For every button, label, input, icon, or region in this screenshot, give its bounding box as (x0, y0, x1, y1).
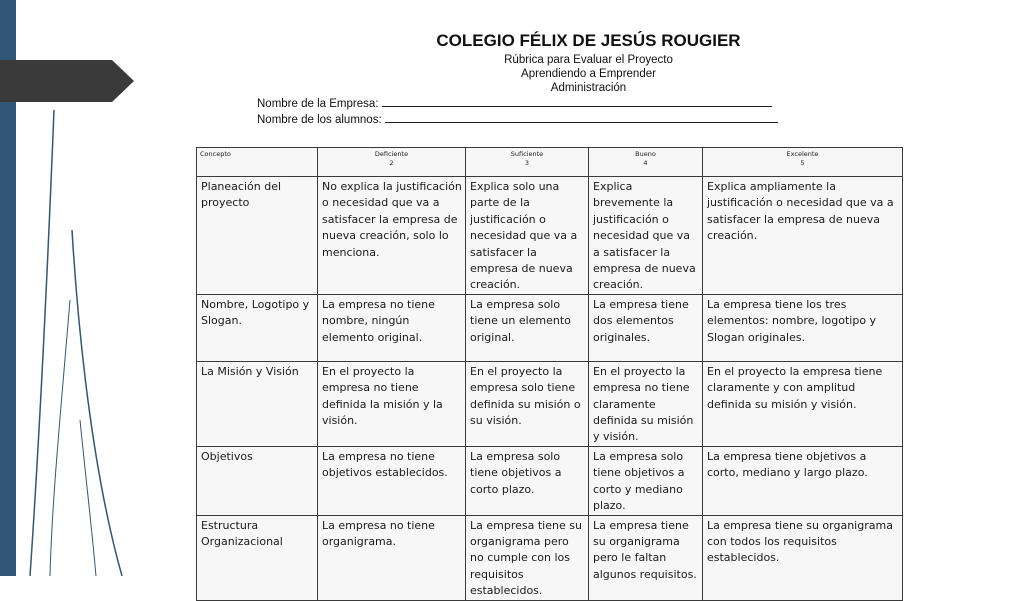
level-label: Bueno (635, 150, 656, 158)
concept-cell: Planeación del proyecto (197, 177, 318, 295)
criterion-cell: La empresa no tiene objetivos establecidos. (318, 446, 466, 515)
document-header (256, 31, 921, 95)
criterion-cell: La empresa no tiene nombre, ningún elemento original. (318, 294, 466, 361)
table-row (197, 177, 903, 295)
level-score: 5 (800, 159, 805, 167)
subject-name: Administración (550, 82, 627, 94)
criterion-cell: La empresa tiene su organigrama pero le faltan algunos requisitos. (589, 515, 703, 600)
rubric-subtitle: Rúbrica para Evaluar el Proyecto (504, 54, 673, 66)
level-header (318, 148, 466, 177)
criterion-cell: Explica solo una parte de la justificación o necesidad que va a satisfacer la empresa de nueva creación. (466, 177, 589, 295)
table-row (197, 294, 903, 361)
level-score: 2 (389, 159, 394, 167)
concept-header: Concepto (197, 148, 318, 177)
criterion-cell: La empresa tiene su organigrama pero no cumple con los requisitos establecidos. (466, 515, 589, 600)
arrow-banner (0, 60, 134, 102)
school-title: COLEGIO FÉLIX DE JESÚS ROUGIER (436, 31, 741, 50)
level-score: 4 (643, 159, 648, 167)
criterion-cell: En el proyecto la empresa no tiene claramente definida su misión y visión. (589, 361, 703, 446)
rubric-table (196, 147, 903, 601)
criterion-cell: La empresa tiene objetivos a corto, mediano y largo plazo. (703, 446, 903, 515)
level-score: 3 (524, 159, 530, 167)
students-name-label: Nombre de los alumnos: (257, 114, 382, 126)
project-name: Aprendiendo a Emprender (521, 68, 656, 80)
level-header (589, 148, 703, 177)
criterion-cell: Explica brevemente la justificación o necesidad que va a satisfacer la empresa de nueva creación. (589, 177, 703, 295)
criterion-cell: La empresa solo tiene un elemento original. (466, 294, 589, 361)
criterion-cell: La empresa solo tiene objetivos a corto y mediano plazo. (589, 446, 703, 515)
criterion-cell: En el proyecto la empresa solo tiene definida su misión o su visión. (466, 361, 589, 446)
form-fields (257, 95, 778, 127)
criterion-cell: La empresa tiene su organigrama con todos los requisitos establecidos. (703, 515, 903, 600)
concept-cell: La Misión y Visión (197, 361, 318, 446)
criterion-cell: No explica la justificación o necesidad que va a satisfacer la empresa de nueva creación, solo lo menciona. (318, 177, 466, 295)
level-label: Deficiente (374, 150, 409, 158)
criterion-cell: La empresa tiene los tres elementos: nombre, logotipo y Slogan originales. (703, 294, 903, 361)
concept-cell: Estructura Organizacional (197, 515, 318, 600)
level-header (466, 148, 589, 177)
criterion-cell: La empresa solo tiene objetivos a corto plazo. (466, 446, 589, 515)
company-name-label: Nombre de la Empresa: (257, 98, 379, 110)
table-row (197, 361, 903, 446)
criterion-cell: En el proyecto la empresa no tiene definida la misión y la visión. (318, 361, 466, 446)
level-header (703, 148, 903, 177)
criterion-cell: En el proyecto la empresa tiene claramente y con amplitud definida su misión y visión. (703, 361, 903, 446)
level-label: Excelente (786, 150, 819, 158)
criterion-cell: Explica ampliamente la justificación o necesidad que va a satisfacer la empresa de nueva creación. (703, 177, 903, 295)
concept-cell: Nombre, Logotipo y Slogan. (197, 294, 318, 361)
company-name-blank[interactable] (382, 95, 772, 107)
table-header-row (197, 148, 903, 177)
table-row (197, 515, 903, 600)
level-label: Suficiente (510, 150, 544, 158)
students-name-blank[interactable] (385, 111, 778, 123)
students-name-field (257, 111, 778, 127)
criterion-cell: La empresa no tiene organigrama. (318, 515, 466, 600)
criterion-cell: La empresa tiene dos elementos originales. (589, 294, 703, 361)
company-name-field (257, 95, 778, 111)
concept-cell: Objetivos (197, 446, 318, 515)
table-row (197, 446, 903, 515)
